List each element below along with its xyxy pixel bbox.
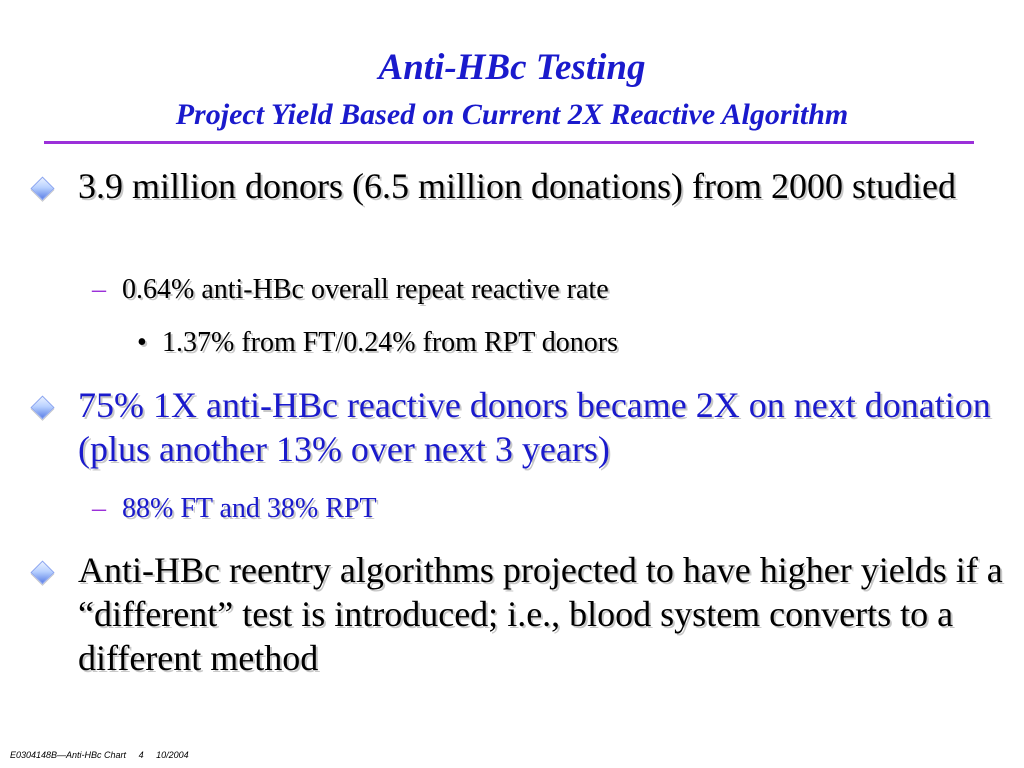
footer-page-number: 4 (138, 750, 144, 760)
slide-subtitle: Project Yield Based on Current 2X Reactive Algorithm (175, 98, 849, 131)
bullet-level3: 1.37% from FT/0.24% from RPT donors (162, 327, 619, 358)
bullet-level1: 3.9 million donors (6.5 million donations) from 2000 studied (78, 166, 956, 206)
diamond-bullet-icon (30, 176, 54, 200)
dot-bullet-icon: • (137, 327, 147, 358)
dash-bullet-icon: – (92, 493, 106, 524)
footer-date: 10/2004 (156, 750, 189, 760)
diamond-bullet-icon (30, 395, 54, 419)
bullet-level1: Anti-HBc reentry algorithms projected to have higher yields if a “different” test is introduced; i.e., blood system converts to a different method (78, 550, 1003, 678)
diamond-bullet-icon (30, 560, 54, 584)
dash-bullet-icon: – (92, 274, 106, 305)
footer (10, 750, 199, 760)
bullet-level2-highlight: 88% FT and 38% RPT (122, 493, 377, 524)
slide-title: Anti-HBc Testing (378, 47, 646, 88)
bullet-level1-highlight: 75% 1X anti-HBc reactive donors became 2X on next donation (plus another 13% over next 3 years) (78, 385, 991, 469)
footer-doc-id: E0304148B—Anti-HBc Chart (10, 750, 127, 760)
bullet-level2: 0.64% anti-HBc overall repeat reactive rate (122, 274, 609, 305)
